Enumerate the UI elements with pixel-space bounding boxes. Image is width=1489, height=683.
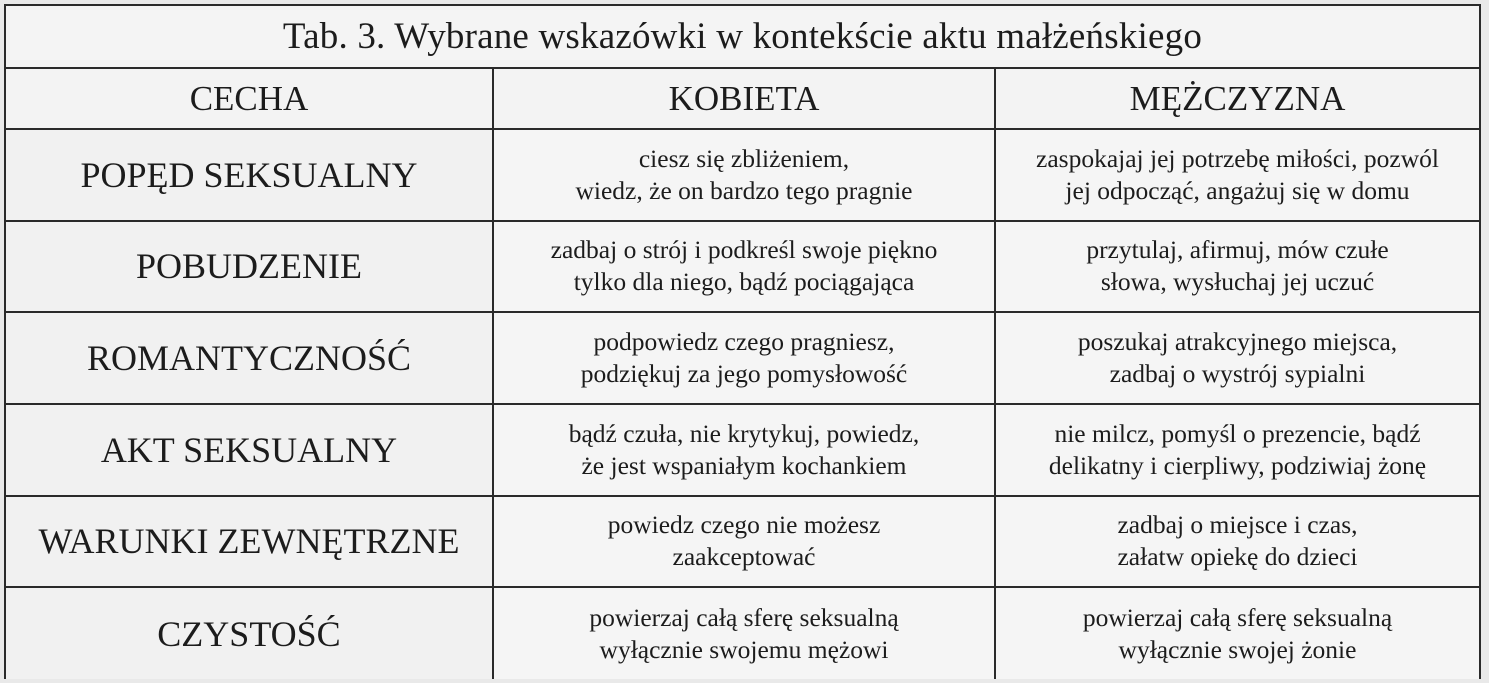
- table-row: [6, 587, 1479, 679]
- header-feature: CECHA: [6, 69, 493, 129]
- feature-cell: WARUNKI ZEWNĘTRZNE: [6, 496, 493, 588]
- advice-line: powierzaj całą sferę seksualną: [589, 602, 899, 632]
- advice-line: wyłącznie swojej żonie: [1118, 634, 1357, 664]
- table-row: [6, 404, 1479, 496]
- feature-cell: ROMANTYCZNOŚĆ: [6, 312, 493, 404]
- woman-advice-cell: [493, 587, 995, 679]
- table-row: [6, 129, 1479, 221]
- feature-cell: CZYSTOŚĆ: [6, 587, 493, 679]
- advice-line: zaspokajaj jej potrzebę miłości, pozwól: [1036, 143, 1439, 173]
- advice-line: wyłącznie swojemu mężowi: [599, 634, 889, 664]
- advice-line: nie milcz, pomyśl o prezencie, bądź: [1054, 418, 1421, 448]
- man-advice-cell: [995, 312, 1479, 404]
- woman-advice-cell: [493, 221, 995, 313]
- advice-line: delikatny i cierpliwy, podziwiaj żonę: [1048, 450, 1427, 480]
- header-man: MĘŻCZYZNA: [995, 69, 1479, 129]
- advice-line: zadbaj o miejsce i czas,: [1117, 510, 1358, 540]
- advice-line: załatw opiekę do dzieci: [1117, 542, 1358, 572]
- man-advice-cell: [995, 129, 1479, 221]
- advice-line: bądź czuła, nie krytykuj, powiedz,: [568, 418, 920, 448]
- table-title: Tab. 3. Wybrane wskazówki w kontekście aktu małżeńskiego: [6, 6, 1479, 69]
- header-row: [6, 69, 1479, 129]
- advice-line: poszukaj atrakcyjnego miejsca,: [1077, 327, 1398, 357]
- advice-line: podpowiedz czego pragniesz,: [593, 327, 895, 357]
- woman-advice-cell: [493, 496, 995, 588]
- advice-line: zadbaj o strój i podkreśl swoje piękno: [550, 235, 938, 265]
- table-row: [6, 221, 1479, 313]
- advice-line: zadbaj o wystrój sypialni: [1109, 359, 1366, 389]
- table-row: [6, 496, 1479, 588]
- advice-line: że jest wspaniałym kochankiem: [581, 450, 907, 480]
- advice-line: jej odpocząć, angażuj się w domu: [1065, 175, 1410, 205]
- woman-advice-cell: [493, 404, 995, 496]
- woman-advice-cell: [493, 312, 995, 404]
- woman-advice-cell: [493, 129, 995, 221]
- feature-cell: POPĘD SEKSUALNY: [6, 129, 493, 221]
- feature-cell: POBUDZENIE: [6, 221, 493, 313]
- feature-cell: AKT SEKSUALNY: [6, 404, 493, 496]
- advice-line: przytulaj, afirmuj, mów czułe: [1086, 235, 1389, 265]
- advice-line: podziękuj za jego pomysłowość: [580, 359, 908, 389]
- advice-line: zaakceptować: [672, 542, 816, 572]
- advice-line: słowa, wysłuchaj jej uczuć: [1100, 267, 1375, 297]
- table-row: [6, 312, 1479, 404]
- advice-line: powiedz czego nie możesz: [607, 510, 881, 540]
- header-woman: KOBIETA: [493, 69, 995, 129]
- man-advice-cell: [995, 404, 1479, 496]
- advice-line: tylko dla niego, bądź pociągająca: [573, 267, 915, 297]
- man-advice-cell: [995, 587, 1479, 679]
- man-advice-cell: [995, 221, 1479, 313]
- advice-line: wiedz, że on bardzo tego pragnie: [575, 175, 913, 205]
- advice-line: powierzaj całą sferę seksualną: [1082, 602, 1393, 632]
- advice-line: ciesz się zbliżeniem,: [638, 143, 850, 173]
- advice-table: [6, 69, 1479, 679]
- man-advice-cell: [995, 496, 1479, 588]
- table-frame: [4, 4, 1481, 679]
